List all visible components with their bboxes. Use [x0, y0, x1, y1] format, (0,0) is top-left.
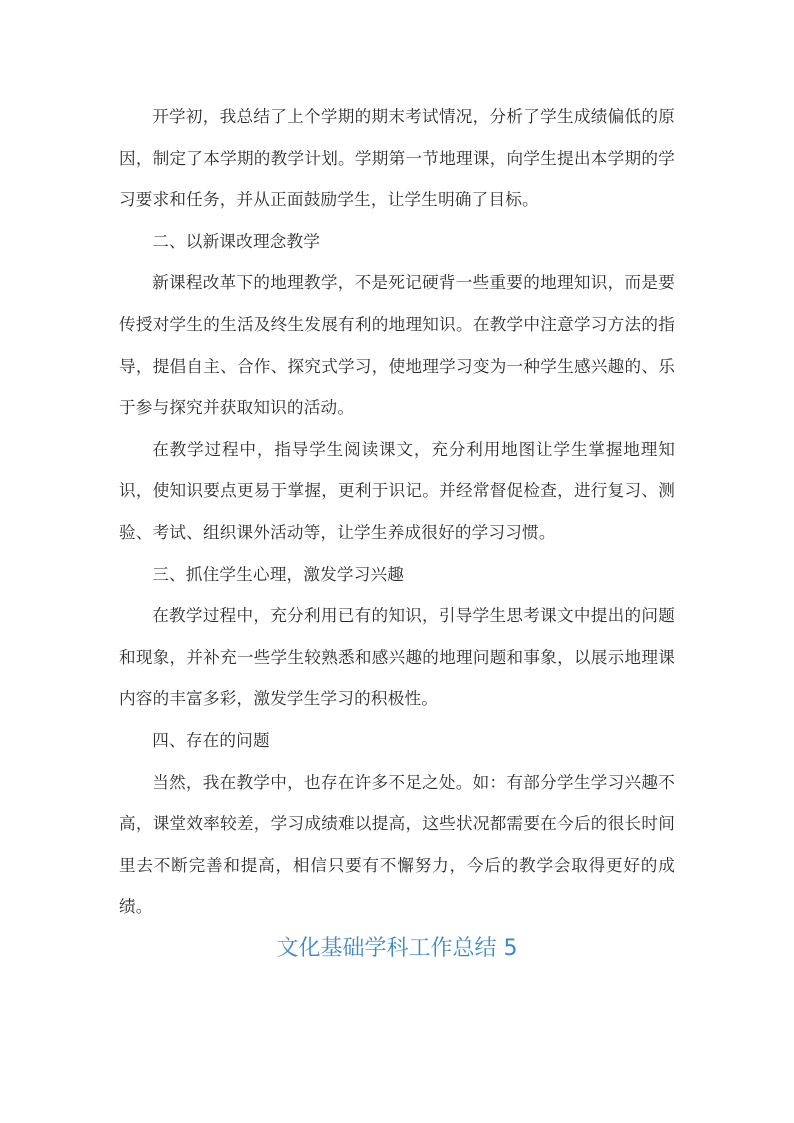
- paragraph-student-interest: 在教学过程中，充分利用已有的知识，引导学生思考课文中提出的问题和现象，并补充一些学生较熟悉和感兴趣的地理问题和事象，以展示地理课内容的丰富多彩，激发学生学习的积极性。: [119, 606, 675, 709]
- paragraph-problems: 当然，我在教学中，也存在许多不足之处。如：有部分学生学习兴趣不高，课堂效率较差，学习成绩难以提高，这些状况都需要在今后的很长时间里去不断完善和提高，相信只要有不懈努力，今后的教学会取得更好的成绩。: [119, 772, 675, 917]
- paragraph-new-curriculum: 新课程改革下的地理教学，不是死记硬背一些重要的地理知识，而是要传授对学生的生活及终生发展有利的地理知识。在教学中注意学习方法的指导，提倡自主、合作、探究式学习，使地理学习变为一种学生感兴趣的、乐于参与探究并获取知识的活动。: [119, 273, 675, 418]
- section-heading-new-curriculum: 二、以新课改理念教学: [152, 231, 321, 251]
- section-heading-student-psychology: 三、抓住学生心理，激发学习兴趣: [152, 564, 405, 584]
- paragraph-teaching-process: 在教学过程中，指导学生阅读课文，充分利用地图让学生掌握地理知识，使知识要点更易于掌握，更利于识记。并经常督促检查，进行复习、测验、考试、组织课外活动等，让学生养成很好的学习习惯。: [119, 439, 675, 542]
- section-title: 文化基础学科工作总结 5: [276, 936, 518, 961]
- section-heading-problems: 四、存在的问题: [152, 730, 270, 750]
- document-body: [119, 96, 675, 928]
- paragraph-intro: 开学初，我总结了上个学期的期末考试情况，分析了学生成绩偏低的原因，制定了本学期的教学计划。学期第一节地理课，向学生提出本学期的学习要求和任务，并从正面鼓励学生，让学生明确了目标。: [119, 107, 675, 210]
